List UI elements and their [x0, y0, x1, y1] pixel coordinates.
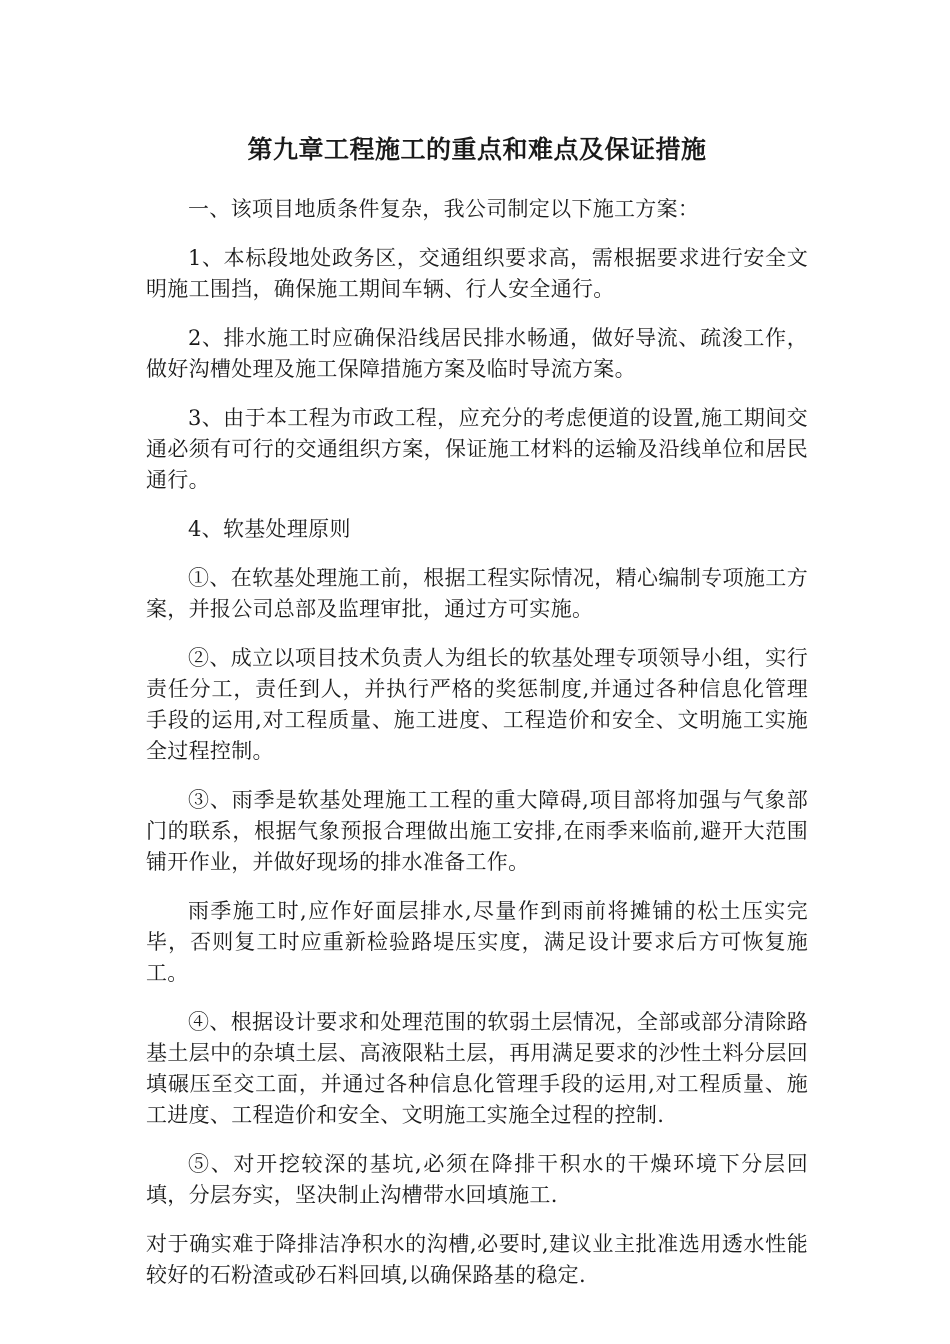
paragraph-subitem-5: ⑤、对开挖较深的基坑,必须在降排干积水的干燥环境下分层回填，分层夯实，坚决制止沟槽带水回填施工. [146, 1152, 808, 1207]
paragraph-intro: 一、该项目地质条件复杂，我公司制定以下施工方案： [188, 197, 700, 221]
paragraph-subitem-3: ③、雨季是软基处理施工工程的重大障碍,项目部将加强与气象部门的联系，根据气象预报合理做出施工安排,在雨季来临前,避开大范围铺开作业，并做好现场的排水准备工作。 [146, 788, 808, 874]
paragraph-item-2: 2、排水施工时应确保沿线居民排水畅通，做好导流、疏浚工作，做好沟槽处理及施工保障措施方案及临时导流方案。 [146, 326, 808, 381]
paragraph-subitem-1: ①、在软基处理施工前，根据工程实际情况，精心编制专项施工方案，并报公司总部及监理审批，通过方可实施。 [146, 566, 808, 621]
document-page [146, 130, 808, 1309]
document-title: 第九章工程施工的重点和难点及保证措施 [247, 135, 707, 164]
paragraph-item-3: 3、由于本工程为市政工程，应充分的考虑便道的设置,施工期间交通必须有可行的交通组织方案，保证施工材料的运输及沿线单位和居民通行。 [146, 406, 808, 492]
paragraph-item-1: 1、本标段地处政务区，交通组织要求高，需根据要求进行安全文明施工围挡，确保施工期间车辆、行人安全通行。 [146, 246, 808, 301]
paragraph-subitem-4: ④、根据设计要求和处理范围的软弱土层情况，全部或部分清除路基土层中的杂填土层、高液限粘土层，再用满足要求的沙性土料分层回填碾压至交工面，并通过各种信息化管理手段的运用,对工程质量、施工进度、工程造价和安全、文明施工实施全过程的控制. [146, 1010, 808, 1127]
paragraph-item-4-heading: 4、软基处理原则 [188, 517, 351, 541]
paragraph-closing: 对于确实难于降排洁净积水的沟槽,必要时,建议业主批准选用透水性能较好的石粉渣或砂石料回填,以确保路基的稳定. [146, 1232, 808, 1287]
paragraph-rainy-season: 雨季施工时,应作好面层排水,尽量作到雨前将摊铺的松土压实完毕，否则复工时应重新检验路堤压实度，满足设计要求后方可恢复施工。 [146, 899, 808, 985]
paragraph-subitem-2: ②、成立以项目技术负责人为组长的软基处理专项领导小组，实行责任分工，责任到人，并执行严格的奖惩制度,并通过各种信息化管理手段的运用,对工程质量、施工进度、工程造价和安全、文明施工实施全过程控制。 [146, 646, 808, 763]
